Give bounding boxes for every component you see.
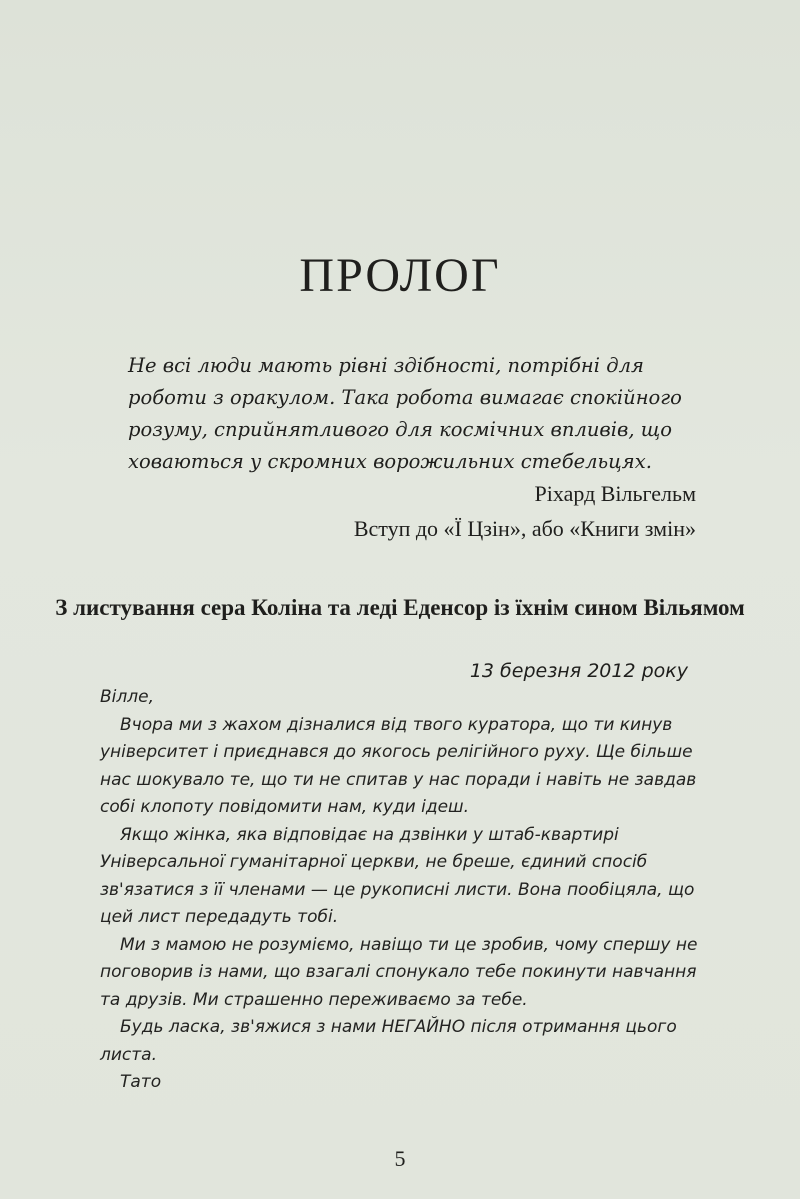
epigraph (128, 350, 718, 478)
letter-body (100, 684, 700, 1097)
letters-heading: З листування сера Коліна та леді Еденсор із їхнім сином Вільямом (55, 595, 745, 620)
epigraph-attribution (354, 476, 696, 546)
letter-paragraph: Будь ласка, зв'яжися з нами НЕГАЙНО після отримання цього листа. (100, 1017, 677, 1065)
letter-paragraph: Ми з мамою не розуміємо, навіщо ти це зробив, чому спершу не поговорив із нами, що взагалі спонукало тебе покинути навчання та друзів. Ми страшенно переживаємо за тебе. (100, 934, 698, 1010)
letter-paragraph: Вчора ми з жахом дізналися від твого куратора, що ти кинув університет і приєднався до якогось релігійного руху. Ще більше нас шокувало те, що ти не спитав у нас поради і навіть не завдав собі клопоту повідомити нам, куди ідеш. (100, 714, 697, 817)
page-number: 5 (394, 1146, 406, 1171)
letter-paragraph: Якщо жінка, яка відповідає на дзвінки у штаб-квартирі Універсальної гуманітарної церкви, не бреше, єдиний спосіб зв'язатися з її членами — це рукописні листи. Вона пообіцяла, що цей лист передадуть тобі. (100, 824, 695, 927)
letter-signature: Тато (120, 1072, 162, 1092)
epigraph-text: Не всі люди мають рівні здібності, потрібні для роботи з оракулом. Така робота вимагає спокійного розуму, сприйнятливого для космічних впливів, що ховаються у скромних ворожильних стебельцях. (128, 354, 682, 473)
chapter-title: ПРОЛОГ (299, 249, 501, 302)
epigraph-author: Ріхард Вільгельм (534, 481, 696, 506)
letter-date: 13 березня 2012 року (469, 660, 688, 682)
epigraph-source: Вступ до «Ї Цзін», або «Книги змін» (353, 516, 696, 541)
letter-salutation: Вілле, (100, 687, 154, 707)
